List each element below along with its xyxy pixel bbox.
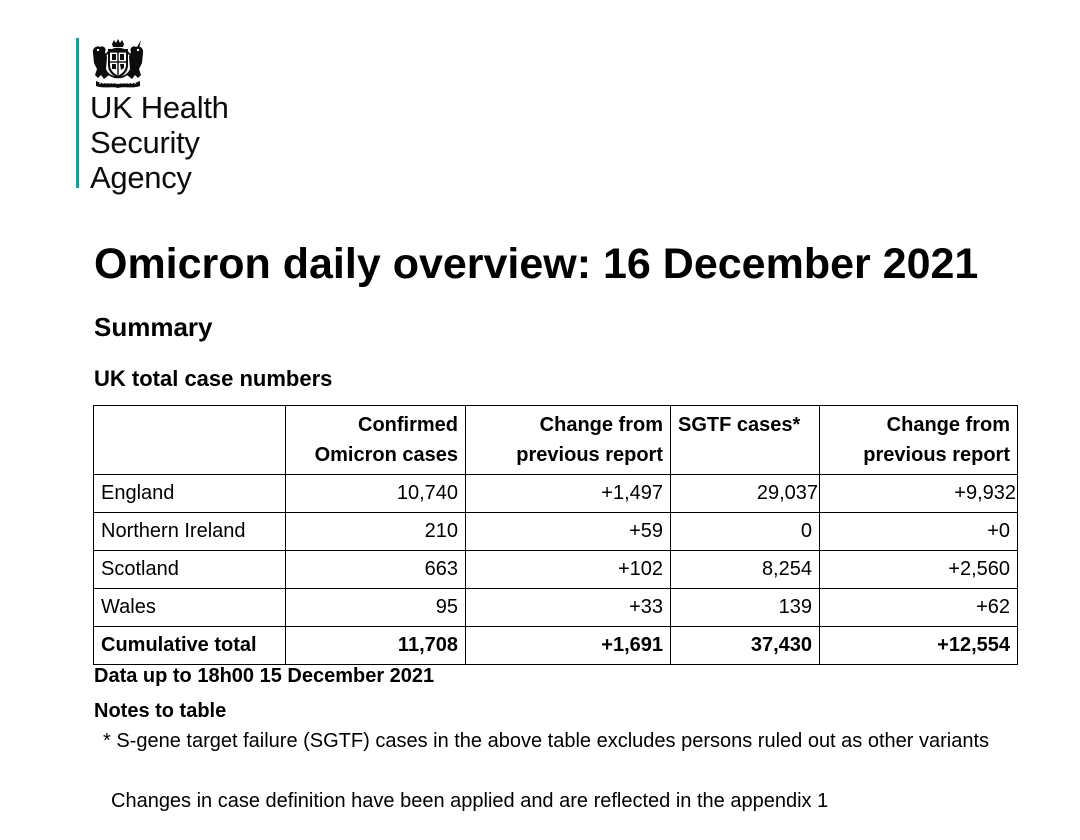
table-row [94,589,1018,627]
case-numbers-table [93,405,1018,665]
region-cell: Cumulative total [94,627,286,665]
column-header-confirmed-cases: Confirmed Omicron cases [286,406,466,475]
sgtf-cases-cell: 37,430 [671,627,820,665]
sgtf-change-cell: +2,560 [820,551,1018,589]
page-title: Omicron daily overview: 16 December 2021 [94,240,979,288]
confirmed-change-cell: +59 [466,513,671,551]
sgtf-change-cell: +9,932 [820,475,1018,513]
sgtf-cases-cell: 139 [671,589,820,627]
confirmed-cases-cell: 11,708 [286,627,466,665]
table-heading: UK total case numbers [94,366,333,391]
table-row [94,551,1018,589]
confirmed-change-cell: +1,497 [466,475,671,513]
data-cutoff-note: Data up to 18h00 15 December 2021 [94,665,435,687]
confirmed-cases-cell: 210 [286,513,466,551]
logo-accent-bar [76,38,79,188]
table-row [94,475,1018,513]
region-cell: Wales [94,589,286,627]
region-cell: Northern Ireland [94,513,286,551]
confirmed-cases-cell: 10,740 [286,475,466,513]
table-note: Changes in case definition have been applied and are reflected in the appendix 1 [111,790,829,812]
sgtf-change-cell: +62 [820,589,1018,627]
table-row [94,513,1018,551]
confirmed-change-cell: +1,691 [466,627,671,665]
section-heading-summary: Summary [94,312,213,342]
confirmed-cases-cell: 663 [286,551,466,589]
column-header-confirmed-change: Change from previous report [466,406,671,475]
region-cell: England [94,475,286,513]
confirmed-cases-cell: 95 [286,589,466,627]
logo-line: UK Health [90,90,229,125]
ukhsa-logo [76,38,276,195]
column-header-sgtf-change: Change from previous report [820,406,1018,475]
sgtf-cases-cell: 0 [671,513,820,551]
table-total-row [94,627,1018,665]
column-header-sgtf-cases: SGTF cases* [671,406,820,475]
sgtf-cases-cell: 29,037 [671,475,820,513]
confirmed-change-cell: +33 [466,589,671,627]
sgtf-change-cell: +0 [820,513,1018,551]
confirmed-change-cell: +102 [466,551,671,589]
region-cell: Scotland [94,551,286,589]
logo-line: Agency [90,160,192,195]
sgtf-change-cell: +12,554 [820,627,1018,665]
table-note: * S-gene target failure (SGTF) cases in the above table excludes persons ruled out as other variants [103,730,990,752]
logo-line: Security [90,125,200,160]
sgtf-cases-cell: 8,254 [671,551,820,589]
royal-coat-of-arms-icon [90,39,146,89]
notes-heading: Notes to table [94,700,227,722]
column-header-region [94,406,286,475]
table-header-row [94,406,1018,475]
logo-wordmark [90,90,229,195]
